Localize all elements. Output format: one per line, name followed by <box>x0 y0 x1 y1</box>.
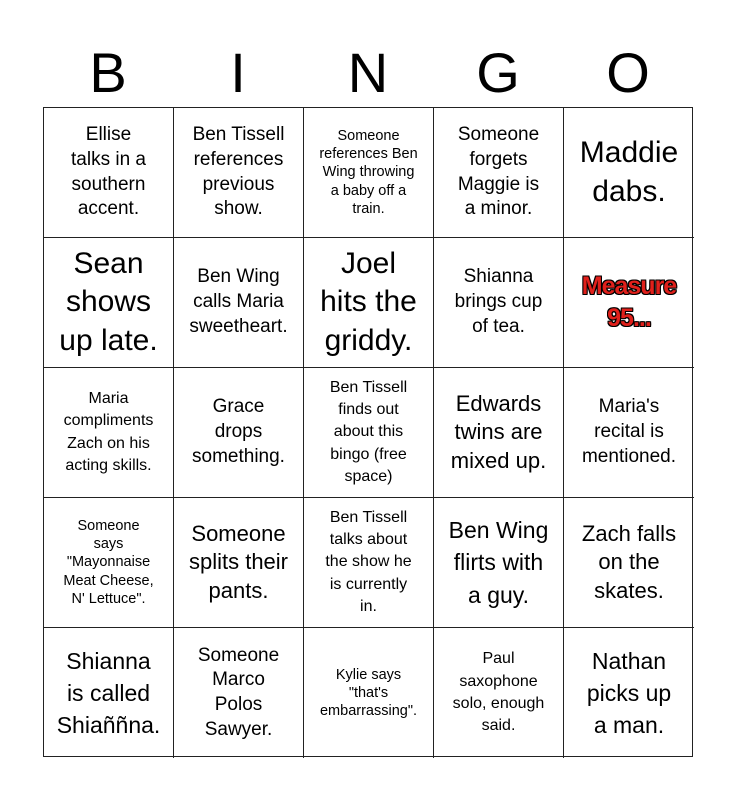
header-letter-o: O <box>606 41 650 104</box>
cell-text: Maddie dabs. <box>579 136 679 208</box>
bingo-cell[interactable] <box>564 108 694 238</box>
cell-text: Nathan picks up a man. <box>586 647 672 739</box>
bingo-cell[interactable] <box>174 628 304 758</box>
cell-text: Maria's recital is mentioned. <box>581 396 676 467</box>
cell-text: Zach falls on the skates. <box>581 520 677 603</box>
bingo-cell[interactable] <box>564 368 694 498</box>
bingo-cell[interactable] <box>434 238 564 368</box>
cell-text: Ellise talks in a southern accent. <box>71 124 146 220</box>
bingo-cell[interactable] <box>174 108 304 238</box>
bingo-cell[interactable] <box>434 498 564 628</box>
cell-text: Joel hits the griddy. <box>320 246 417 357</box>
free-space-cell[interactable] <box>564 238 694 368</box>
bingo-cell[interactable] <box>434 108 564 238</box>
cell-text: Someone splits their pants. <box>188 520 289 603</box>
free-space-text: Measure 95... <box>581 272 677 332</box>
cell-text: Maria compliments Zach on his acting skills. <box>63 389 154 474</box>
bingo-cell[interactable] <box>304 498 434 628</box>
bingo-grid <box>43 107 693 757</box>
bingo-cell[interactable] <box>174 498 304 628</box>
bingo-cell[interactable] <box>44 498 174 628</box>
cell-text: Edwards twins are mixed up. <box>450 390 547 473</box>
cell-text: Ben Wing flirts with a guy. <box>448 517 549 608</box>
bingo-cell[interactable] <box>304 368 434 498</box>
bingo-cell[interactable] <box>174 368 304 498</box>
bingo-cell[interactable] <box>304 628 434 758</box>
bingo-cell[interactable] <box>174 238 304 368</box>
bingo-cell[interactable] <box>44 108 174 238</box>
bingo-cell[interactable] <box>434 368 564 498</box>
cell-text: Someone says "Mayonnaise Meat Cheese, N' Lettuce". <box>63 518 154 607</box>
cell-text: Someone Marco Polos Sawyer. <box>197 644 280 740</box>
bingo-cell[interactable] <box>564 628 694 758</box>
cell-text: Shianna is called Shiaññna. <box>56 647 161 739</box>
cell-text: Ben Tissell talks about the show he is currently in. <box>325 508 412 616</box>
bingo-cell[interactable] <box>44 368 174 498</box>
header-letter-g: G <box>476 41 520 104</box>
bingo-cell[interactable] <box>304 108 434 238</box>
bingo-cell[interactable] <box>44 628 174 758</box>
header-letter-b: B <box>89 41 127 104</box>
cell-text: Grace drops something. <box>192 396 285 467</box>
header-letter-n: N <box>347 41 389 104</box>
bingo-cell[interactable] <box>44 238 174 368</box>
cell-text: Ben Tissell finds out about this bingo (free space) <box>329 378 408 486</box>
cell-text: Paul saxophone solo, enough said. <box>452 650 545 735</box>
cell-text: Someone forgets Maggie is a minor. <box>457 124 540 220</box>
bingo-cell[interactable] <box>304 238 434 368</box>
cell-text: Kylie says "that's embarrassing". <box>319 666 418 720</box>
bingo-header <box>43 40 693 106</box>
header-letter-i: I <box>230 41 246 104</box>
cell-text: Ben Tissell references previous show. <box>192 124 285 220</box>
cell-text: Shianna brings cup of tea. <box>454 266 543 337</box>
cell-text: Someone references Ben Wing throwing a baby off a train. <box>319 128 418 217</box>
cell-text: Ben Wing calls Maria sweetheart. <box>189 266 288 337</box>
bingo-cell[interactable] <box>434 628 564 758</box>
cell-text: Sean shows up late. <box>59 246 158 357</box>
bingo-cell[interactable] <box>564 498 694 628</box>
